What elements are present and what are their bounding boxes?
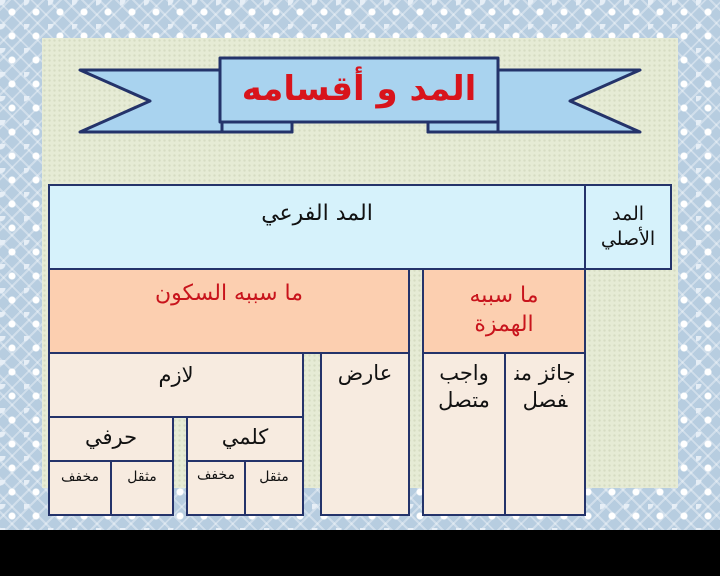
madd-far-i-box: المد الفرعي	[48, 184, 586, 270]
harfi-muthaqqal-box: مثقل	[110, 460, 174, 516]
sabab-sukun-box: ما سببه السكون	[48, 268, 410, 354]
harfi-mukhaffaf-box: مخفف	[48, 460, 112, 516]
madd-asli-box: المد الأصلي	[584, 184, 672, 270]
page-title: المد و أقسامه	[241, 69, 477, 109]
sabab-hamza-box: ما سببه الهمزة	[422, 268, 586, 354]
jaiz-munfasil-box: جائز منفصل	[504, 352, 586, 516]
lazim-box: لازم	[48, 352, 304, 418]
kalimi-muthaqqal-box: مثقل	[244, 460, 304, 516]
wajib-muttasil-box: واجب متصل	[422, 352, 506, 516]
kalimi-mukhaffaf-box: مخفف	[186, 460, 246, 516]
arid-box: عارض	[320, 352, 410, 516]
harfi-box: حرفي	[48, 416, 174, 462]
kalimi-box: كلمي	[186, 416, 304, 462]
bottom-black-bar	[0, 530, 720, 576]
